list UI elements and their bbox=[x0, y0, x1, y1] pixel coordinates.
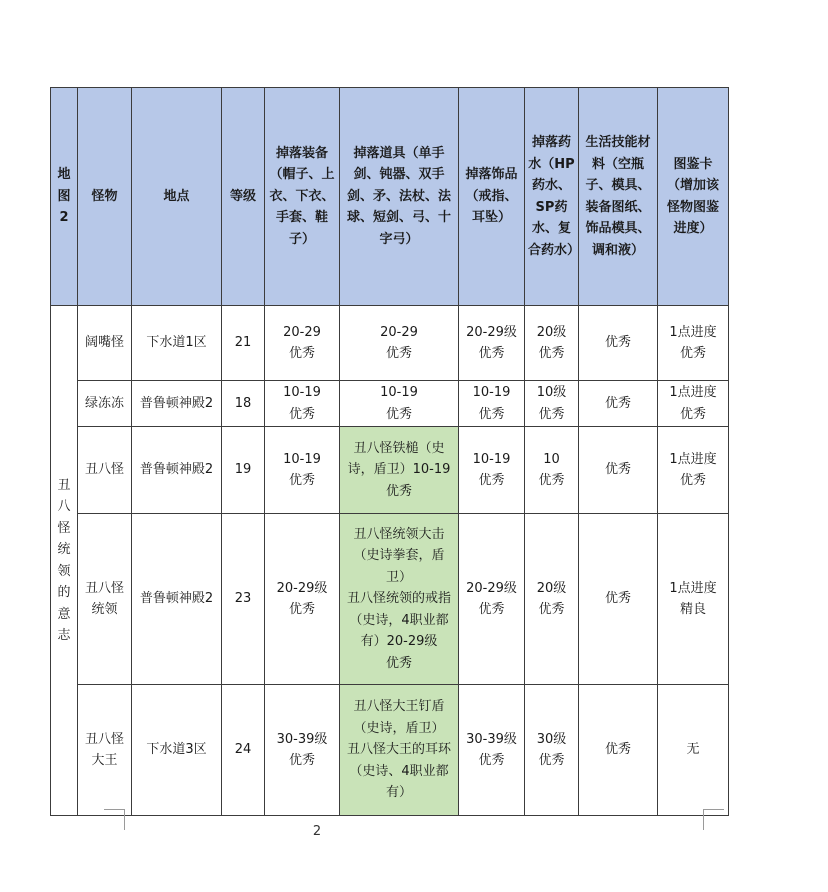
materials-cell: 优秀 bbox=[579, 306, 658, 381]
accessories-cell: 30-39级 优秀 bbox=[459, 685, 525, 816]
items-cell-epic: 丑八怪统领大击（史诗拳套，盾卫） 丑八怪统领的戒指（史诗，4职业都有）20-29级 优秀 bbox=[340, 514, 459, 685]
items-cell-epic: 丑八怪铁槌（史诗，盾卫）10-19 优秀 bbox=[340, 427, 459, 514]
accessories-cell: 10-19 优秀 bbox=[459, 427, 525, 514]
page-number: 2 bbox=[312, 824, 322, 839]
accessories-cell: 20-29级 优秀 bbox=[459, 306, 525, 381]
level-cell: 21 bbox=[222, 306, 265, 381]
header-item-drop: 掉落道具（单手剑、钝器、双手剑、矛、法杖、法球、短剑、弓、十字弓） bbox=[340, 88, 459, 306]
level-cell: 24 bbox=[222, 685, 265, 816]
monster-cell: 丑八怪大王 bbox=[78, 685, 132, 816]
card-cell: 1点进度 优秀 bbox=[658, 381, 729, 427]
potions-cell: 10级 优秀 bbox=[525, 381, 579, 427]
equipment-cell: 30-39级 优秀 bbox=[265, 685, 340, 816]
header-codex-card: 图鉴卡（增加该怪物图鉴进度） bbox=[658, 88, 729, 306]
monster-cell: 丑八怪统领 bbox=[78, 514, 132, 685]
location-cell: 下水道1区 bbox=[132, 306, 222, 381]
crop-mark-left bbox=[104, 809, 125, 830]
header-level: 等级 bbox=[222, 88, 265, 306]
monster-cell: 阔嘴怪 bbox=[78, 306, 132, 381]
potions-cell: 10 优秀 bbox=[525, 427, 579, 514]
card-cell: 1点进度 精良 bbox=[658, 514, 729, 685]
equipment-cell: 10-19 优秀 bbox=[265, 427, 340, 514]
header-life-skill-materials: 生活技能材料（空瓶子、模具、装备图纸、饰品模具、调和液） bbox=[579, 88, 658, 306]
monster-cell: 绿冻冻 bbox=[78, 381, 132, 427]
header-equipment-drop: 掉落装备（帽子、上衣、下衣、手套、鞋子） bbox=[265, 88, 340, 306]
materials-cell: 优秀 bbox=[579, 685, 658, 816]
potions-cell: 30级 优秀 bbox=[525, 685, 579, 816]
card-cell: 1点进度 优秀 bbox=[658, 306, 729, 381]
crop-mark-right bbox=[703, 809, 724, 830]
location-cell: 普鲁顿神殿2 bbox=[132, 427, 222, 514]
level-cell: 18 bbox=[222, 381, 265, 427]
level-cell: 19 bbox=[222, 427, 265, 514]
location-cell: 普鲁顿神殿2 bbox=[132, 381, 222, 427]
equipment-cell: 20-29 优秀 bbox=[265, 306, 340, 381]
header-map: 地图2 bbox=[51, 88, 78, 306]
materials-cell: 优秀 bbox=[579, 381, 658, 427]
table-row bbox=[51, 427, 729, 514]
accessories-cell: 20-29级 优秀 bbox=[459, 514, 525, 685]
card-cell: 1点进度 优秀 bbox=[658, 427, 729, 514]
equipment-cell: 10-19 优秀 bbox=[265, 381, 340, 427]
equipment-cell: 20-29级 优秀 bbox=[265, 514, 340, 685]
level-cell: 23 bbox=[222, 514, 265, 685]
table-row bbox=[51, 381, 729, 427]
materials-cell: 优秀 bbox=[579, 514, 658, 685]
monster-drop-table bbox=[50, 87, 729, 816]
accessories-cell: 10-19 优秀 bbox=[459, 381, 525, 427]
location-cell: 下水道3区 bbox=[132, 685, 222, 816]
table-header-row bbox=[51, 88, 729, 306]
header-monster: 怪物 bbox=[78, 88, 132, 306]
header-accessory-drop: 掉落饰品（戒指、耳坠） bbox=[459, 88, 525, 306]
items-cell: 10-19 优秀 bbox=[340, 381, 459, 427]
map-name-cell: 丑八怪统领的意志 bbox=[51, 306, 78, 816]
potions-cell: 20级 优秀 bbox=[525, 514, 579, 685]
items-cell: 20-29 优秀 bbox=[340, 306, 459, 381]
card-cell: 无 bbox=[658, 685, 729, 816]
header-potion-drop: 掉落药水（HP药水、SP药水、复合药水） bbox=[525, 88, 579, 306]
potions-cell: 20级 优秀 bbox=[525, 306, 579, 381]
table-row bbox=[51, 514, 729, 685]
table-row bbox=[51, 306, 729, 381]
table-row bbox=[51, 685, 729, 816]
materials-cell: 优秀 bbox=[579, 427, 658, 514]
header-location: 地点 bbox=[132, 88, 222, 306]
monster-cell: 丑八怪 bbox=[78, 427, 132, 514]
location-cell: 普鲁顿神殿2 bbox=[132, 514, 222, 685]
items-cell-epic: 丑八怪大王钉盾（史诗，盾卫） 丑八怪大王的耳环（史诗、4职业都有） bbox=[340, 685, 459, 816]
